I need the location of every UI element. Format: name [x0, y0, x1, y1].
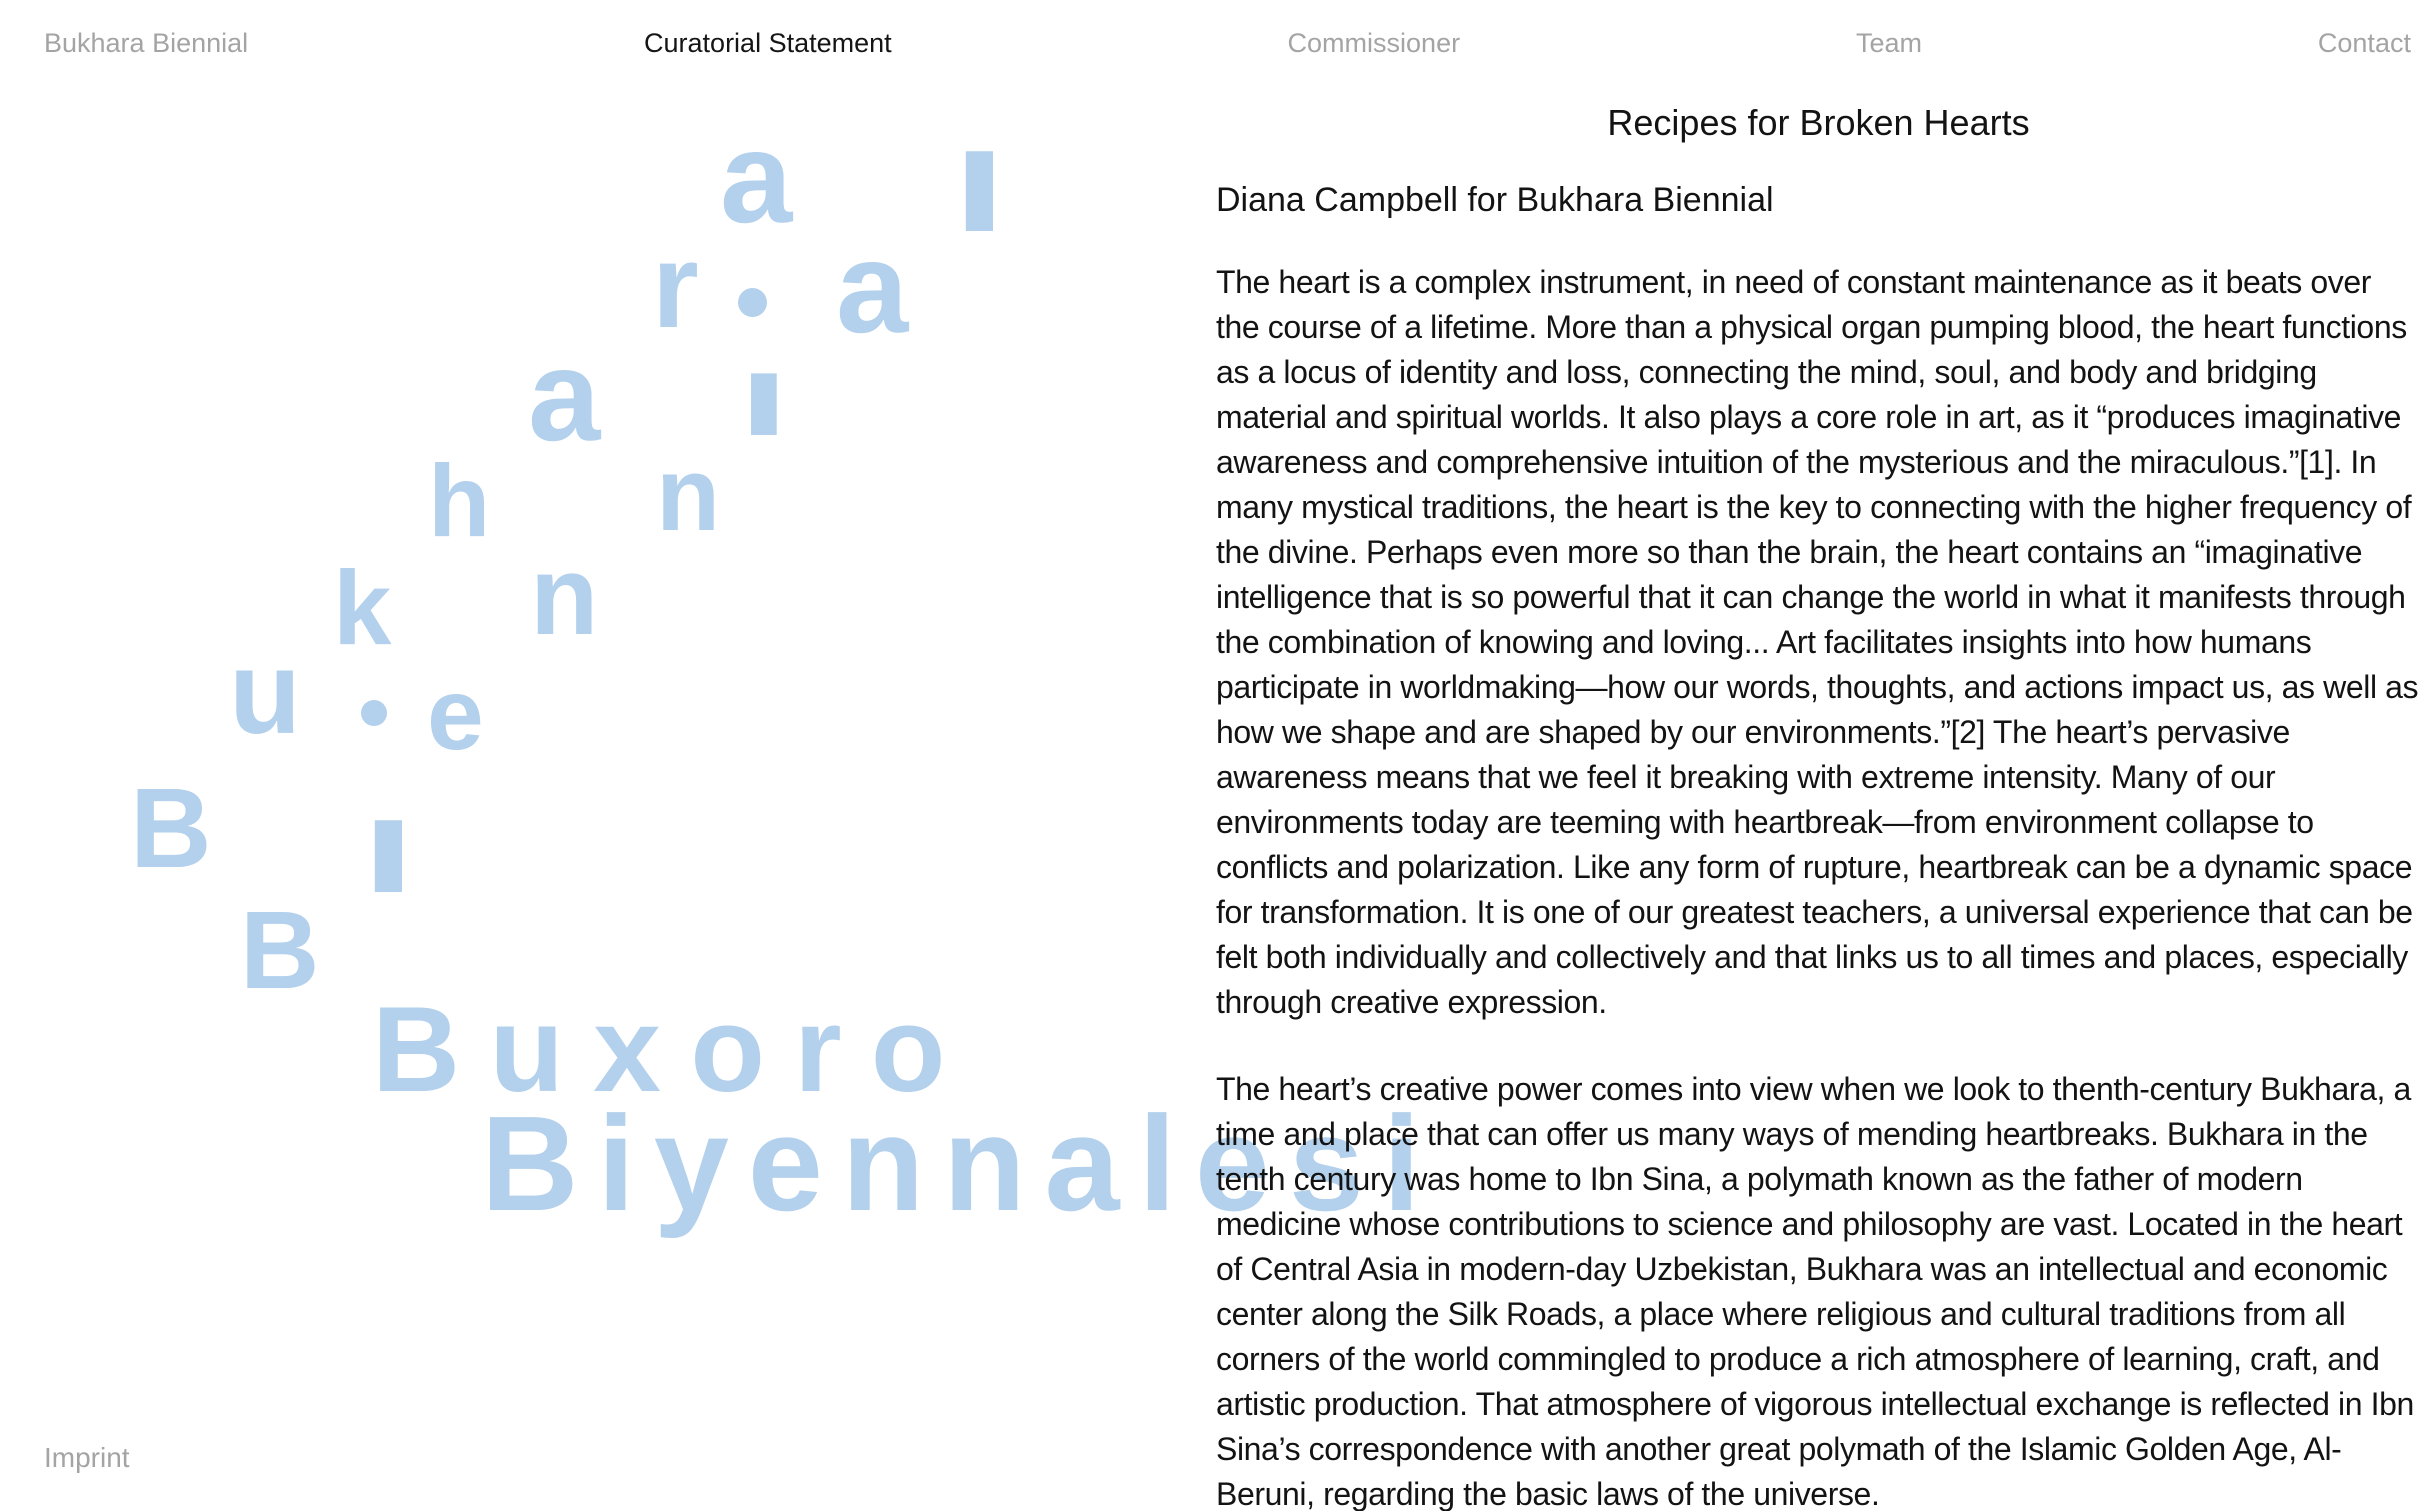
imprint-link[interactable]: Imprint	[44, 1442, 130, 1473]
logo-letter-u: u	[229, 627, 302, 759]
logo-letter-b: B	[130, 765, 212, 891]
logo-letter-a: a	[720, 104, 793, 250]
article-byline: Diana Campbell for Bukhara Biennial	[1216, 181, 1774, 219]
top-nav	[0, 0, 2419, 60]
logo-word-buxoro: Buxoro	[372, 981, 975, 1117]
nav-item-commissioner[interactable]: Commissioner	[1287, 28, 1461, 58]
nav-item-team[interactable]: Team	[1855, 28, 1923, 58]
logo-letter-b: B	[240, 889, 320, 1012]
article-paragraph-2: The heart’s creative power comes into view when we look to thenth-century Bukhara, a time and place that can offer us many ways of mending heartbreaks. Bukhara in the tenth century was home to Ibn Sina, a polymath known as the father of modern medicine whose contributions to science and philosophy are vast. Located in the heart of Central Asia in modern-day Uzbekistan, Bukhara was an intellectual and economic center along the Silk Roads, a place where religious and cultural traditions from all corners of the world commingled to produce a rich atmosphere of learning, craft, and artistic production. That atmosphere of vigorous intellectual exchange is reflected in Ibn Sina’s correspondence with another great polymath of the Islamic Golden Age, Al-Beruni, regarding the basic laws of the universe.	[1216, 1071, 2414, 1511]
article-title: Recipes for Broken Hearts	[1607, 102, 2030, 143]
logo-dot	[361, 700, 387, 726]
logo-letter-k: k	[333, 550, 392, 667]
curatorial-statement-article	[1216, 0, 2419, 1511]
article-paragraph-1: The heart is a complex instrument, in need of constant maintenance as it beats over the course of a lifetime. More than a physical organ pumping blood, the heart functions as a locus of identity and loss, connecting the mind, soul, and body and bridging material and spiritual worlds. It also plays a core role in art, as it “produces imaginative awareness and comprehensive intuition of the mysterious and the miraculous.”[1]. In many mystical traditions, the heart is the key to connecting with the higher frequency of the divine. Perhaps even more so than the brain, the heart contains an “imaginative intelligence that is so powerful that it can change the world in what it manifests through the combination of knowing and loving... Art facilitates insights into how humans participate in worldmaking—how our words, thoughts, and actions impact us, as well as how we shape and are shaped by our environments.”[2] The heart’s pervasive awareness means that we feel it breaking with extreme intensity. Many of our environments today are teeming with heartbreak—from environment collapse to conflicts and polarization. Like any form of rupture, heartbreak can be a dynamic space for transformation. It is one of our greatest teachers, a universal experience that can be felt both individually and collectively and that links us to all times and places, especially through creative expression.	[1216, 264, 2419, 1020]
logo-letter-a: a	[836, 214, 909, 360]
logo-letter-l: l	[738, 359, 790, 454]
logo-word-biyennalesi: Biyennalesi	[481, 1088, 1440, 1239]
logo-letter-n: n	[656, 436, 721, 553]
logo-letter-h: h	[428, 444, 491, 558]
logo-letter-a: a	[528, 322, 601, 468]
logo-letter-l: l	[361, 802, 417, 913]
logo-dot	[738, 288, 767, 317]
logo-letter-e: e	[427, 657, 484, 771]
logo-letter-l: l	[952, 132, 1008, 255]
logo-letter-r: r	[652, 219, 699, 353]
nav-item-curatorial-statement[interactable]: Curatorial Statement	[644, 28, 892, 58]
nav-item-bukhara-biennial[interactable]: Bukhara Biennial	[44, 28, 249, 58]
nav-item-contact[interactable]: Contact	[2317, 28, 2411, 58]
logo-letter-n: n	[530, 533, 599, 658]
